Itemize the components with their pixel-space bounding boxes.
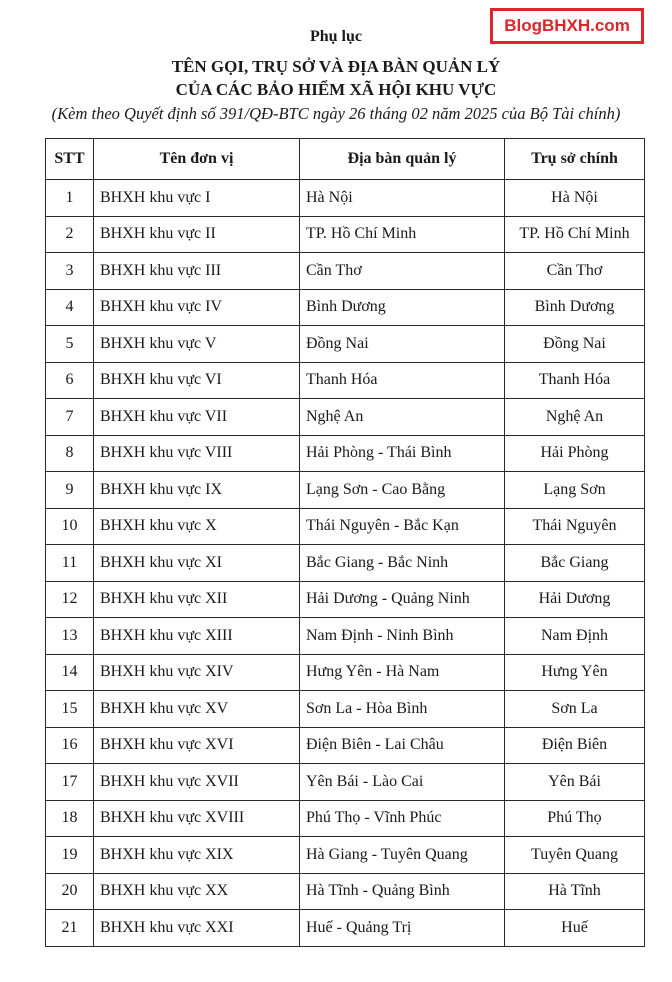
table-row (46, 289, 645, 326)
header-area: Địa bàn quản lý (300, 139, 505, 180)
table-row (46, 399, 645, 436)
cell-stt: 9 (46, 472, 94, 509)
cell-headquarters: Sơn La (505, 691, 645, 728)
cell-unit-name: BHXH khu vực IX (94, 472, 300, 509)
cell-unit-name: BHXH khu vực XXI (94, 910, 300, 947)
table-row (46, 362, 645, 399)
table-row (46, 216, 645, 253)
cell-area: Hà Tĩnh - Quảng Bình (300, 873, 505, 910)
cell-unit-name: BHXH khu vực XII (94, 581, 300, 618)
cell-area: Bình Dương (300, 289, 505, 326)
cell-headquarters: Yên Bái (505, 764, 645, 801)
cell-headquarters: Hà Tĩnh (505, 873, 645, 910)
cell-headquarters: Hà Nội (505, 180, 645, 217)
cell-area: Cần Thơ (300, 253, 505, 290)
table-row (46, 837, 645, 874)
cell-stt: 1 (46, 180, 94, 217)
cell-unit-name: BHXH khu vực VIII (94, 435, 300, 472)
cell-stt: 7 (46, 399, 94, 436)
cell-headquarters: Hải Phòng (505, 435, 645, 472)
table-row (46, 727, 645, 764)
cell-area: Bắc Giang - Bắc Ninh (300, 545, 505, 582)
cell-stt: 19 (46, 837, 94, 874)
cell-unit-name: BHXH khu vực XVI (94, 727, 300, 764)
header-unit-name: Tên đơn vị (94, 139, 300, 180)
cell-unit-name: BHXH khu vực II (94, 216, 300, 253)
cell-unit-name: BHXH khu vực III (94, 253, 300, 290)
cell-area: Thái Nguyên - Bắc Kạn (300, 508, 505, 545)
table-row (46, 654, 645, 691)
cell-stt: 16 (46, 727, 94, 764)
cell-area: Phú Thọ - Vĩnh Phúc (300, 800, 505, 837)
cell-headquarters: Hưng Yên (505, 654, 645, 691)
table-row (46, 180, 645, 217)
cell-unit-name: BHXH khu vực VII (94, 399, 300, 436)
cell-headquarters: Lạng Sơn (505, 472, 645, 509)
cell-stt: 3 (46, 253, 94, 290)
cell-area: Hải Dương - Quảng Ninh (300, 581, 505, 618)
cell-stt: 4 (46, 289, 94, 326)
cell-unit-name: BHXH khu vực XV (94, 691, 300, 728)
cell-stt: 13 (46, 618, 94, 655)
cell-area: Thanh Hóa (300, 362, 505, 399)
table-body (46, 180, 645, 947)
cell-unit-name: BHXH khu vực XIV (94, 654, 300, 691)
cell-unit-name: BHXH khu vực IV (94, 289, 300, 326)
cell-headquarters: Tuyên Quang (505, 837, 645, 874)
header-stt: STT (46, 139, 94, 180)
cell-stt: 17 (46, 764, 94, 801)
cell-area: Yên Bái - Lào Cai (300, 764, 505, 801)
cell-unit-name: BHXH khu vực V (94, 326, 300, 363)
table-row (46, 910, 645, 947)
cell-area: Nam Định - Ninh Bình (300, 618, 505, 655)
cell-stt: 11 (46, 545, 94, 582)
cell-area: Hưng Yên - Hà Nam (300, 654, 505, 691)
cell-unit-name: BHXH khu vực XI (94, 545, 300, 582)
cell-headquarters: Phú Thọ (505, 800, 645, 837)
appendix-label: Phụ lục (309, 28, 362, 45)
cell-area: Đồng Nai (300, 326, 505, 363)
cell-unit-name: BHXH khu vực XVII (94, 764, 300, 801)
cell-unit-name: BHXH khu vực VI (94, 362, 300, 399)
cell-unit-name: BHXH khu vực XVIII (94, 800, 300, 837)
document-title-line-2: CỦA CÁC BẢO HIỂM XÃ HỘI KHU VỰC (175, 80, 497, 99)
cell-stt: 20 (46, 873, 94, 910)
cell-stt: 8 (46, 435, 94, 472)
table-row (46, 253, 645, 290)
cell-area: Hà Giang - Tuyên Quang (300, 837, 505, 874)
cell-area: Huế - Quảng Trị (300, 910, 505, 947)
header-headquarters: Trụ sở chính (505, 139, 645, 180)
table-row (46, 691, 645, 728)
cell-stt: 15 (46, 691, 94, 728)
cell-stt: 12 (46, 581, 94, 618)
cell-stt: 2 (46, 216, 94, 253)
document-subtitle: (Kèm theo Quyết định số 391/QĐ-BTC ngày 26 tháng 02 năm 2025 của Bộ Tài chính) (51, 104, 621, 123)
cell-area: Điện Biên - Lai Châu (300, 727, 505, 764)
table-row (46, 508, 645, 545)
cell-area: Lạng Sơn - Cao Bằng (300, 472, 505, 509)
cell-stt: 5 (46, 326, 94, 363)
table-row (46, 326, 645, 363)
table-row (46, 618, 645, 655)
regional-offices-table (45, 138, 645, 947)
cell-unit-name: BHXH khu vực XIX (94, 837, 300, 874)
cell-unit-name: BHXH khu vực I (94, 180, 300, 217)
cell-area: TP. Hồ Chí Minh (300, 216, 505, 253)
cell-unit-name: BHXH khu vực XX (94, 873, 300, 910)
table-row (46, 545, 645, 582)
cell-headquarters: Cần Thơ (505, 253, 645, 290)
cell-stt: 10 (46, 508, 94, 545)
cell-headquarters: TP. Hồ Chí Minh (505, 216, 645, 253)
cell-headquarters: Nghệ An (505, 399, 645, 436)
cell-area: Hà Nội (300, 180, 505, 217)
cell-area: Sơn La - Hòa Bình (300, 691, 505, 728)
cell-stt: 21 (46, 910, 94, 947)
table-row (46, 764, 645, 801)
cell-stt: 14 (46, 654, 94, 691)
table-row (46, 581, 645, 618)
cell-stt: 18 (46, 800, 94, 837)
table-row (46, 472, 645, 509)
table-row (46, 435, 645, 472)
cell-headquarters: Điện Biên (505, 727, 645, 764)
cell-unit-name: BHXH khu vực X (94, 508, 300, 545)
cell-area: Nghệ An (300, 399, 505, 436)
cell-headquarters: Bắc Giang (505, 545, 645, 582)
cell-headquarters: Huế (505, 910, 645, 947)
watermark-logo: BlogBHXH.com (490, 8, 644, 44)
cell-headquarters: Nam Định (505, 618, 645, 655)
cell-headquarters: Hải Dương (505, 581, 645, 618)
cell-headquarters: Bình Dương (505, 289, 645, 326)
cell-headquarters: Thái Nguyên (505, 508, 645, 545)
table-header-row (46, 139, 645, 180)
table-row (46, 873, 645, 910)
cell-unit-name: BHXH khu vực XIII (94, 618, 300, 655)
cell-headquarters: Đồng Nai (505, 326, 645, 363)
cell-area: Hải Phòng - Thái Bình (300, 435, 505, 472)
document-title-line-1: TÊN GỌI, TRỤ SỞ VÀ ĐỊA BÀN QUẢN LÝ (171, 57, 501, 76)
cell-headquarters: Thanh Hóa (505, 362, 645, 399)
table-row (46, 800, 645, 837)
cell-stt: 6 (46, 362, 94, 399)
